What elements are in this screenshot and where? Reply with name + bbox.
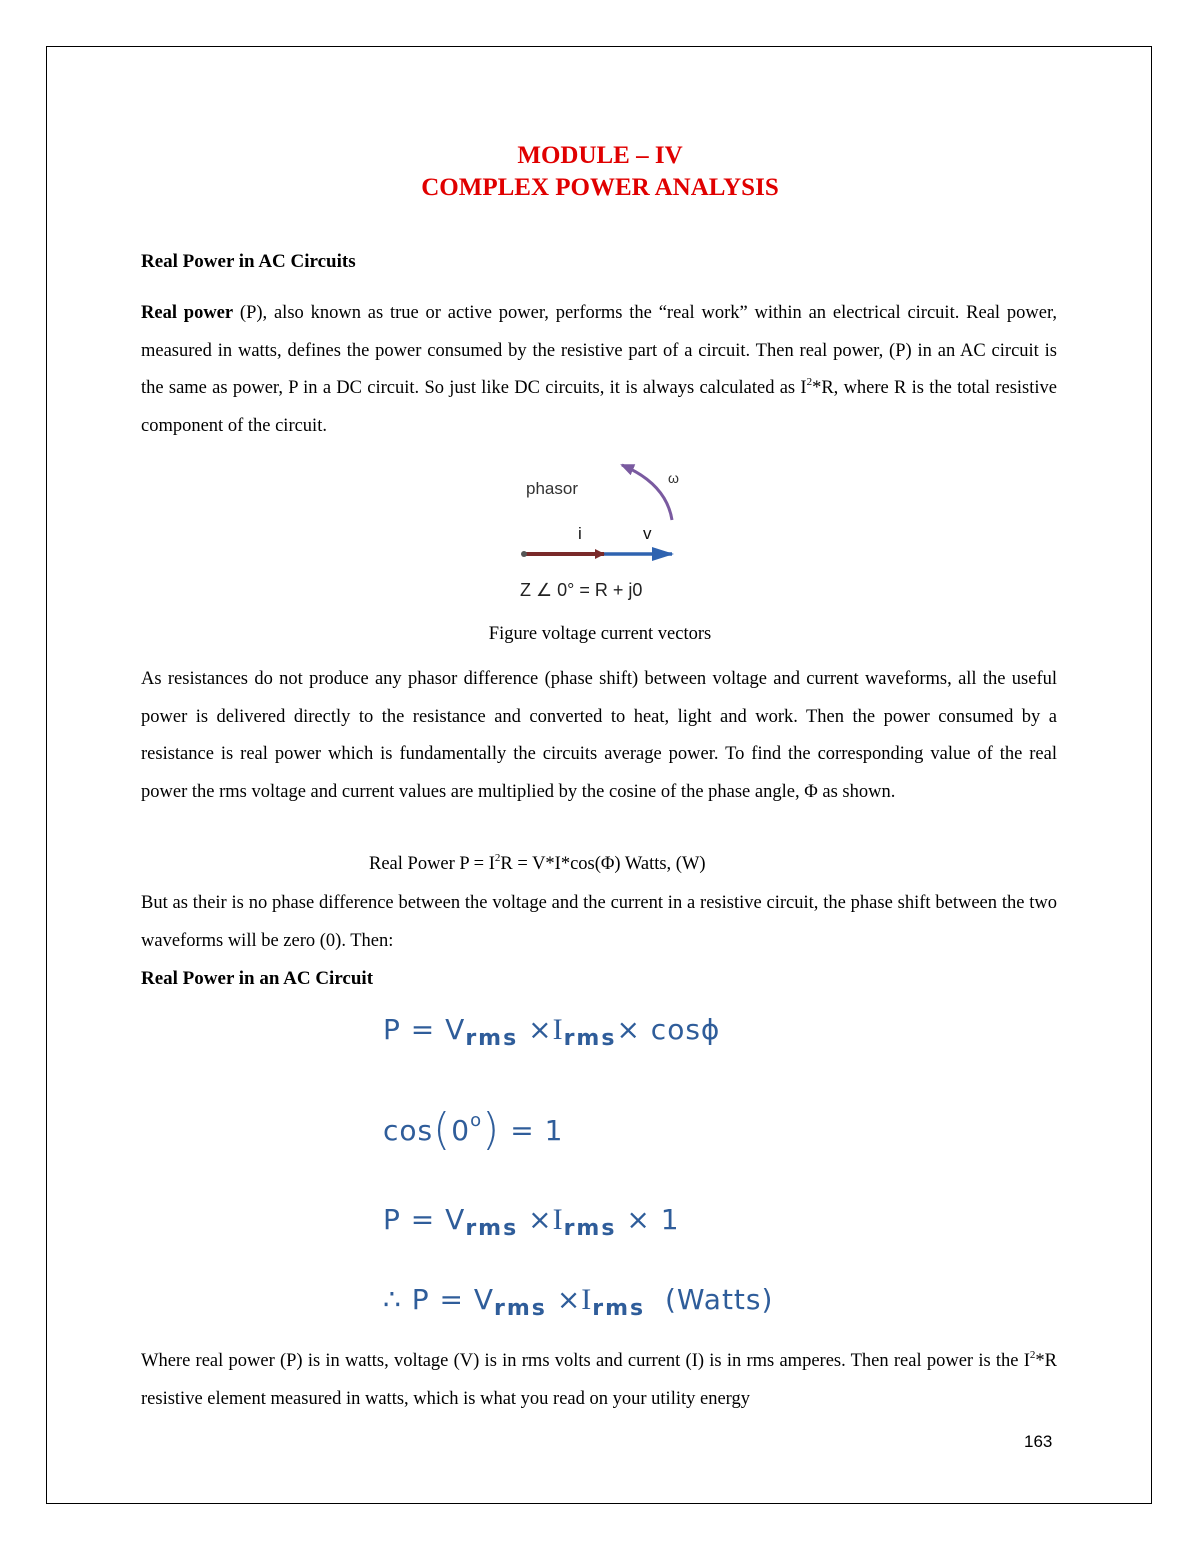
- equation-2: cos(0$^o$) = 1: [383, 1104, 564, 1155]
- section-heading-2: Real Power in an AC Circuit: [141, 968, 374, 989]
- equation-3: $P = V_{rms} \times I_{rms} \times 1$: [383, 1203, 680, 1241]
- module-number: MODULE – IV: [517, 142, 683, 169]
- phasor-label: phasor: [526, 479, 578, 498]
- impedance-label: Z ∠ 0° = R + j0: [520, 580, 643, 600]
- equation-4: ∴ $P = V_{rms} \times I_{rms}$ (Watts): [383, 1283, 774, 1321]
- bold-term: Real power: [141, 303, 234, 323]
- voltage-label: v: [643, 524, 652, 543]
- module-title: COMPLEX POWER ANALYSIS: [421, 174, 779, 201]
- current-label: i: [578, 524, 582, 543]
- omega-arrow: [622, 465, 672, 520]
- origin-dot: [521, 551, 527, 557]
- intro-paragraph: Real power (P), also known as true or active power, performs the “real work” within an electrical circuit. Real power, measured in watts, defines the power consumed by the resistive part of a circuit. Then real power, (P) in an AC circuit is the same as power, P in a DC circuit. So just like DC circuits, it is always calculated as $I^2*R$, where R is the total resistive component of the circuit.: [141, 303, 1057, 436]
- units-paragraph: Where real power (P) is in watts, voltage (V) is in rms volts and current (I) is in rms amperes. Then real power is the $I^2*R$ resistive element measured in watts, which is what you read on your utility energy: [141, 1349, 1057, 1409]
- real-power-formula: Real Power $P = I^2R = V*I*\cos(\Phi)$ Watts, (W): [369, 852, 706, 874]
- figure-caption: Figure voltage current vectors: [488, 624, 712, 644]
- section-heading: Real Power in AC Circuits: [141, 251, 356, 272]
- phasor-diagram: [500, 455, 700, 605]
- resistance-paragraph: As resistances do not produce any phasor difference (phase shift) between voltage and current waveforms, all the useful power is delivered directly to the resistance and converted to heat, light and work. Then the power consumed by a resistance is real power which is fundamentally the circuits average power. To find the corresponding value of the real power the rms voltage and current values are multiplied by the cosine of the phase angle, Φ as shown.: [141, 669, 1057, 802]
- equation-1: $P = V_{rms} \times I_{rms}\times \cos\phi$: [383, 1013, 721, 1051]
- page-number: 163: [1024, 1432, 1053, 1451]
- phase-difference-paragraph: But as their is no phase difference between the voltage and the current in a resistive circuit, the phase shift between the two waveforms will be zero (0). Then:: [141, 893, 1057, 951]
- omega-label: ω: [668, 470, 679, 486]
